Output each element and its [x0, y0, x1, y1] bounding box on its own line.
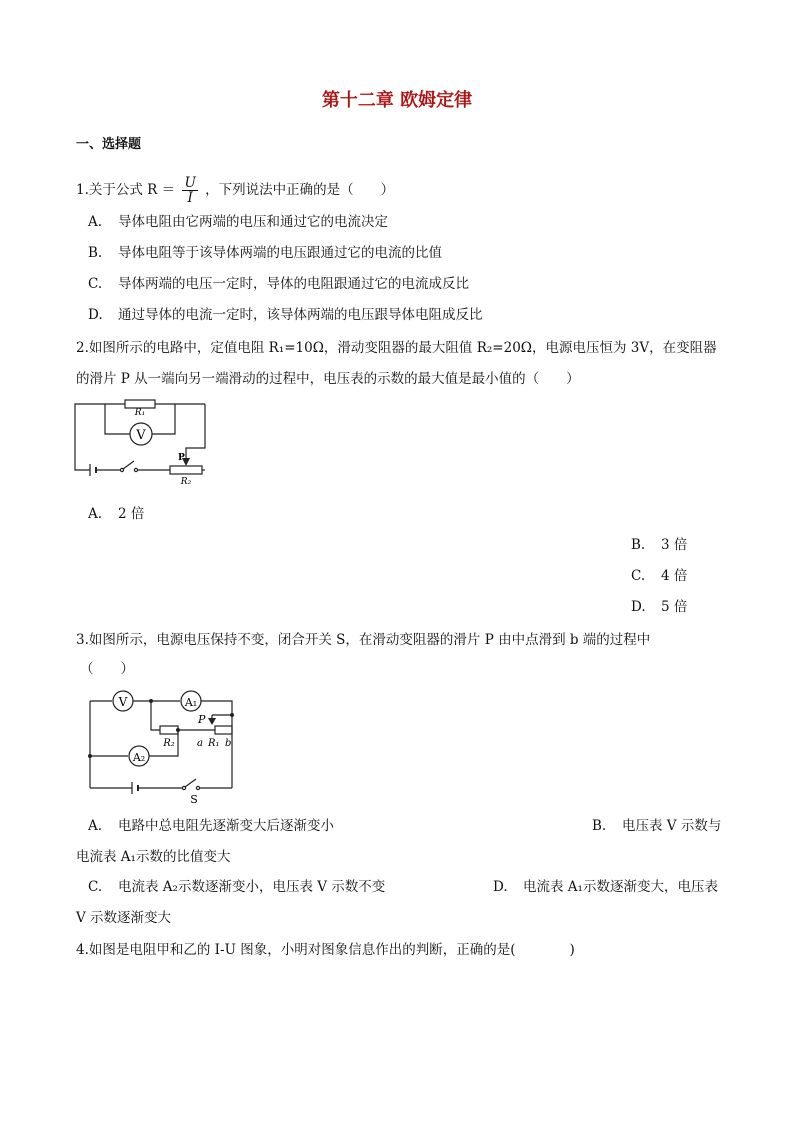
r2-resistor — [160, 726, 178, 734]
option-text: 导体两端的电压一定时，导体的电阻跟通过它的电流成反比 — [118, 276, 469, 292]
q2-option-b[interactable] — [631, 535, 687, 555]
terminal-b-label: b — [225, 738, 232, 749]
option-letter: D. — [631, 599, 646, 615]
page-title: 第十二章 欧姆定律 — [321, 90, 473, 111]
q1-option-b[interactable] — [88, 243, 442, 263]
q1-option-a[interactable] — [88, 212, 388, 232]
question-3-line-2: （ ） — [80, 661, 134, 677]
switch-label: S — [190, 793, 198, 806]
question-2-line-1: 2.如图所示的电路中，定值电阻 R₁=10Ω，滑动变阻器的最大阻值 R₂=20Ω，电源电压恒为 3V，在变阻器 — [76, 340, 717, 356]
fraction-denominator: I — [187, 190, 193, 206]
r2-resistor — [170, 466, 202, 474]
question-3-line-1: 3.如图所示，电源电压保持不变，闭合开关 S，在滑动变阻器的滑片 P 由中点滑到 b 端的过程中 — [76, 632, 651, 648]
q1-suffix: ，下列说法中正确的是（ ） — [205, 182, 395, 198]
q3-option-d[interactable] — [493, 877, 718, 897]
slider-label: P — [178, 453, 185, 463]
option-text: 3 倍 — [661, 537, 688, 553]
r1-label: R₁ — [134, 408, 146, 418]
option-letter: C. — [631, 568, 646, 584]
option-text: 电路中总电阻先逐渐变大后逐渐变小 — [118, 818, 334, 834]
option-text: 导体电阻由它两端的电压和通过它的电流决定 — [118, 214, 388, 230]
question-4-line-1: 4.如图是电阻甲和乙的 I-U 图象，小明对图象信息作出的判断，正确的是( ) — [76, 942, 575, 958]
option-letter: B. — [88, 245, 103, 261]
option-text: 电压表 V 示数与 — [622, 818, 722, 834]
option-letter: D. — [88, 307, 103, 323]
q3-option-d-continued: V 示数逐渐变大 — [76, 910, 172, 926]
q1-prefix: 1.关于公式 R ＝ — [76, 182, 176, 198]
option-letter: D. — [493, 879, 508, 895]
option-letter: C. — [88, 276, 103, 292]
voltmeter-label: V — [118, 695, 128, 709]
q3-option-b-continued: 电流表 A₁示数的比值变大 — [76, 849, 231, 865]
option-letter: C. — [88, 879, 103, 895]
option-letter: B. — [631, 537, 646, 553]
option-text: 4 倍 — [661, 568, 688, 584]
section-heading: 一、选择题 — [76, 137, 142, 152]
r1-label: R₁ — [208, 738, 220, 749]
q3-option-c[interactable] — [88, 877, 385, 897]
q2-option-c[interactable] — [631, 566, 687, 586]
q1-option-d[interactable] — [88, 305, 483, 325]
q2-option-d[interactable] — [631, 597, 687, 617]
ammeter-a2-label: A₂ — [132, 751, 146, 764]
option-text: 通过导体的电流一定时，该导体两端的电压跟导体电阻成反比 — [118, 307, 483, 323]
q2-option-a[interactable] — [88, 504, 144, 524]
option-letter: A. — [88, 214, 103, 230]
r1-resistor — [215, 726, 232, 734]
q3-option-b[interactable] — [592, 816, 721, 836]
option-letter: A. — [88, 818, 103, 834]
fraction-numerator: U — [184, 175, 196, 191]
ammeter-a1-label: A₁ — [184, 696, 198, 709]
option-text: 导体电阻等于该导体两端的电压跟通过它的电流的比值 — [118, 245, 442, 261]
slider-label: P — [198, 713, 206, 726]
q1-option-c[interactable] — [88, 274, 469, 294]
option-letter: B. — [592, 818, 607, 834]
option-text: 5 倍 — [661, 599, 688, 615]
option-text: 电流表 A₁示数逐渐变大，电压表 — [523, 879, 718, 895]
question-1-stem — [76, 176, 394, 205]
q3-option-a[interactable] — [88, 816, 334, 836]
q3-circuit-diagram — [84, 686, 240, 808]
r2-label: R₂ — [163, 738, 175, 749]
formula-fraction — [182, 176, 197, 205]
terminal-a-label: a — [197, 738, 203, 749]
q2-circuit-diagram — [70, 396, 220, 488]
option-text: 电流表 A₂示数逐渐变小，电压表 V 示数不变 — [118, 879, 386, 895]
option-text: 2 倍 — [118, 506, 145, 522]
option-letter: A. — [88, 506, 103, 522]
r2-label: R₂ — [180, 477, 192, 487]
question-2-line-2: 的滑片 P 从一端向另一端滑动的过程中，电压表的示数的最大值是最小值的（ ） — [76, 371, 580, 387]
voltmeter-label: V — [136, 428, 146, 443]
r1-resistor — [125, 400, 155, 408]
